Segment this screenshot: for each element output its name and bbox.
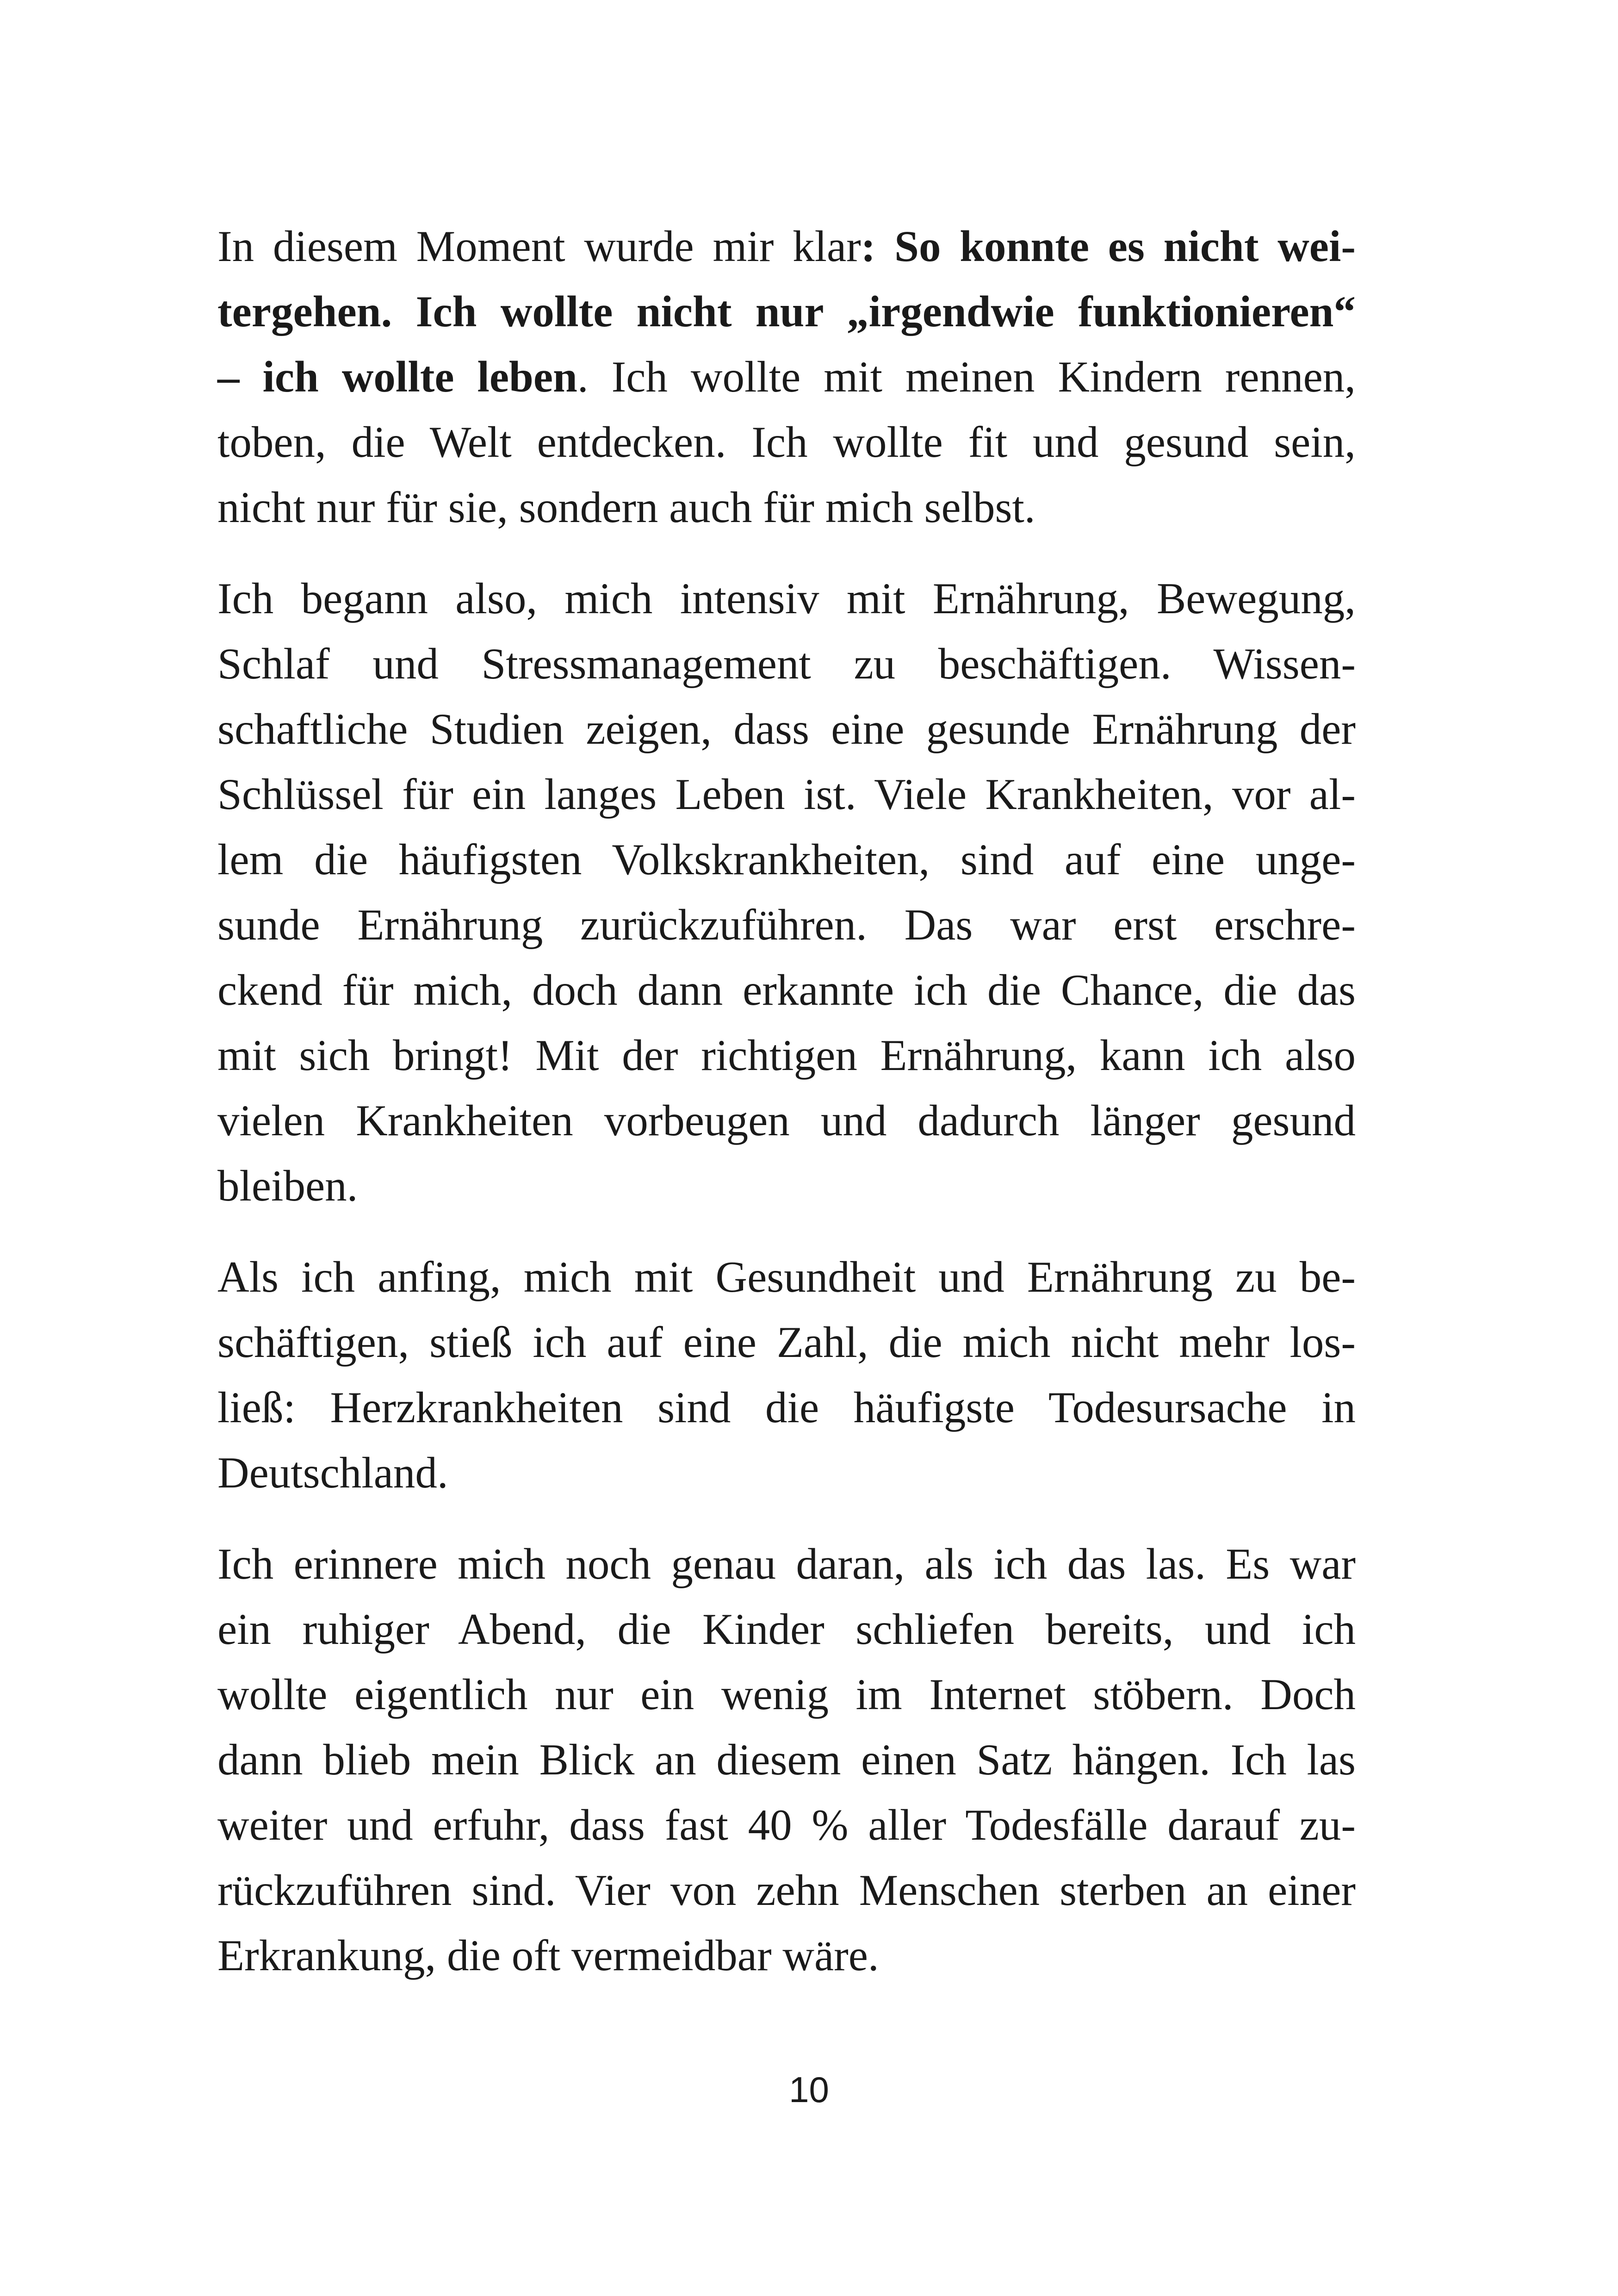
- text-run: toben, die Welt entdecken. Ich wollte fit und gesund sein,: [217, 417, 1356, 467]
- text-line: [217, 892, 1356, 958]
- paragraph: [217, 1531, 1356, 1988]
- text-line: [217, 344, 1356, 410]
- text-run: Ich erinnere mich noch genau daran, als ich das las. Es war: [217, 1539, 1356, 1588]
- text-run: wollte eigentlich nur ein wenig im Internet stöbern. Doch: [217, 1670, 1356, 1719]
- paragraph: [217, 566, 1356, 1219]
- text-line: [217, 1923, 1356, 1988]
- text-run: dann blieb mein Blick an diesem einen Satz hängen. Ich las: [217, 1735, 1356, 1784]
- text-run: schaftliche Studien zeigen, dass eine gesunde Ernährung der: [217, 704, 1356, 753]
- text-run: rückzuführen sind. Vier von zehn Menschen sterben an einer: [217, 1866, 1356, 1915]
- text-line: [217, 1153, 1356, 1219]
- text-line: [217, 475, 1356, 540]
- text-line: [217, 1727, 1356, 1792]
- text-line: [217, 1597, 1356, 1662]
- text-run: ließ: Herzkrankheiten sind die häufigste Todesursache in: [217, 1383, 1356, 1432]
- text-line: [217, 1244, 1356, 1310]
- text-run: . Ich wollte mit meinen Kindern rennen,: [577, 352, 1356, 401]
- text-run: Schlaf und Stressmanagement zu beschäftigen. Wissen-: [217, 639, 1356, 688]
- page-number: 10: [789, 2069, 829, 2110]
- text-run: ein ruhiger Abend, die Kinder schliefen bereits, und ich: [217, 1605, 1356, 1654]
- text-line: [217, 1792, 1356, 1858]
- text-line: [217, 410, 1356, 475]
- text-run: sunde Ernährung zurückzuführen. Das war erst erschre-: [217, 900, 1356, 949]
- bold-text: : So konnte es nicht wei-: [861, 222, 1356, 271]
- text-run: bleiben.: [217, 1161, 358, 1210]
- text-line: [217, 1375, 1356, 1440]
- body-text: [217, 214, 1356, 2014]
- text-line: [217, 1662, 1356, 1727]
- text-line: [217, 279, 1356, 344]
- text-run: mit sich bringt! Mit der richtigen Ernährung, kann ich also: [217, 1031, 1356, 1080]
- text-run: Schlüssel für ein langes Leben ist. Viele Krankheiten, vor al-: [217, 770, 1356, 819]
- text-line: [217, 1858, 1356, 1923]
- text-run: lem die häufigsten Volkskrankheiten, sind auf eine unge-: [217, 835, 1356, 884]
- text-line: [217, 214, 1356, 279]
- paragraph: [217, 1244, 1356, 1506]
- text-run: Erkrankung, die oft vermeidbar wäre.: [217, 1931, 879, 1980]
- text-line: [217, 958, 1356, 1023]
- text-line: [217, 1310, 1356, 1375]
- text-line: [217, 1088, 1356, 1153]
- paragraph: [217, 214, 1356, 540]
- text-run: Als ich anfing, mich mit Gesundheit und Ernährung zu be-: [217, 1252, 1356, 1301]
- text-run: Ich begann also, mich intensiv mit Ernährung, Bewegung,: [217, 574, 1356, 623]
- text-run: ckend für mich, doch dann erkannte ich die Chance, die das: [217, 965, 1356, 1014]
- text-line: [217, 827, 1356, 892]
- text-line: [217, 697, 1356, 762]
- bold-text: tergehen. Ich wollte nicht nur „irgendwie funktionieren“: [217, 287, 1356, 336]
- text-line: [217, 566, 1356, 631]
- text-run: Deutschland.: [217, 1448, 448, 1497]
- text-line: [217, 631, 1356, 697]
- text-run: In diesem Moment wurde mir klar: [217, 222, 861, 271]
- bold-text: – ich wollte leben: [217, 352, 577, 401]
- text-line: [217, 1440, 1356, 1506]
- text-run: schäftigen, stieß ich auf eine Zahl, die mich nicht mehr los-: [217, 1318, 1356, 1367]
- text-line: [217, 1023, 1356, 1088]
- text-run: nicht nur für sie, sondern auch für mich selbst.: [217, 483, 1035, 532]
- text-run: weiter und erfuhr, dass fast 40 % aller Todesfälle darauf zu-: [217, 1800, 1356, 1849]
- text-line: [217, 762, 1356, 827]
- text-run: vielen Krankheiten vorbeugen und dadurch länger gesund: [217, 1096, 1356, 1145]
- text-line: [217, 1531, 1356, 1597]
